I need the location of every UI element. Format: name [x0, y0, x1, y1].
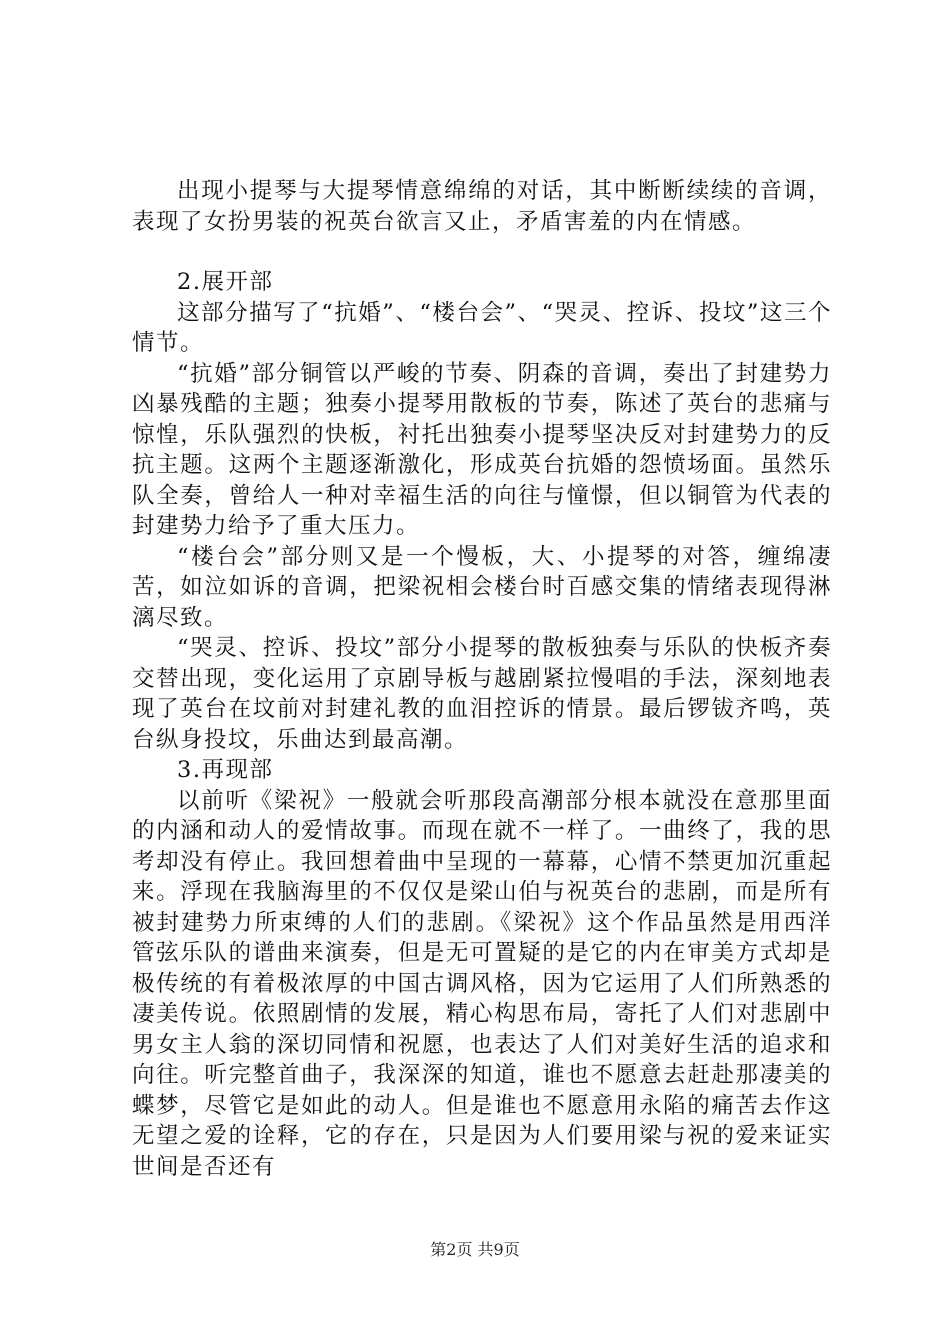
page-number-indicator: 第2页 共9页 — [430, 1240, 520, 1259]
section-heading-development: 2.展开部 — [177, 269, 274, 295]
page-footer — [0, 1237, 950, 1260]
paragraph-three-episodes: 这部分描写了“抗婚”、“楼台会”、“哭灵、控诉、投坟”这三个情节。 — [132, 299, 832, 356]
paragraph-kuling: “哭灵、控诉、投坟”部分小提琴的散板独奏与乐队的快板齐奏交替出现，变化运用了京剧导板与越剧紧拉慢唱的手法，深刻地表现了英台在坟前对封建礼教的血泪控诉的情景。最后锣钹齐鸣，英台纵身投坟，乐曲达到最高潮。 — [132, 635, 832, 753]
paragraph-loutaihui: “楼台会”部分则又是一个慢板，大、小提琴的对答，缠绵凄苦，如泣如诉的音调，把梁祝相会楼台时百感交集的情绪表现得淋漓尽致。 — [132, 543, 832, 631]
paragraph-spacer — [132, 237, 832, 267]
paragraph-kanghun: “抗婚”部分铜管以严峻的节奏、阴森的音调，奏出了封建势力凶暴残酷的主题；独奏小提琴用散板的节奏，陈述了英台的悲痛与惊惶，乐队强烈的快板，衬托出独奏小提琴坚决反对封建势力的反抗主题。这两个主题逐渐激化，形成英台抗婚的怨愤场面。虽然乐队全奏，曾给人一种对幸福生活的向往与憧憬，但以铜管为代表的封建势力给予了重大压力。 — [132, 360, 832, 539]
section-heading-recapitulation: 3.再现部 — [177, 757, 274, 783]
paragraph-reflection: 以前听《梁祝》一般就会听那段高潮部分根本就没在意那里面的内涵和动人的爱情故事。而现在就不一样了。一曲终了，我的思考却没有停止。我回想着曲中呈现的一幕幕，心情不禁更加沉重起来。浮现在我脑海里的不仅仅是梁山伯与祝英台的悲剧，而是所有被封建势力所束缚的人们的悲剧。《梁祝》这个作品虽然是用西洋管弦乐队的谱曲来演奏，但是无可置疑的是它的内在审美方式却是极传统的有着极浓厚的中国古调风格，因为它运用了人们所熟悉的凄美传说。依照剧情的发展，精心构思布局，寄托了人们对悲剧中男女主人翁的深切同情和祝愿，也表达了人们对美好生活的追求和向往。听完整首曲子，我深深的知道，谁也不愿意去赶赴那凄美的蝶梦，尽管它是如此的动人。但是谁也不愿意用永陷的痛苦去作这无望之爱的诠释，它的存在，只是因为人们要用梁与祝的爱来证实世间是否还有 — [132, 787, 832, 1180]
document-body — [132, 176, 832, 1182]
paragraph-intro-dialogue: 出现小提琴与大提琴情意绵绵的对话，其中断断续续的音调，表现了女扮男装的祝英台欲言又止，矛盾害羞的内在情感。 — [132, 178, 832, 235]
